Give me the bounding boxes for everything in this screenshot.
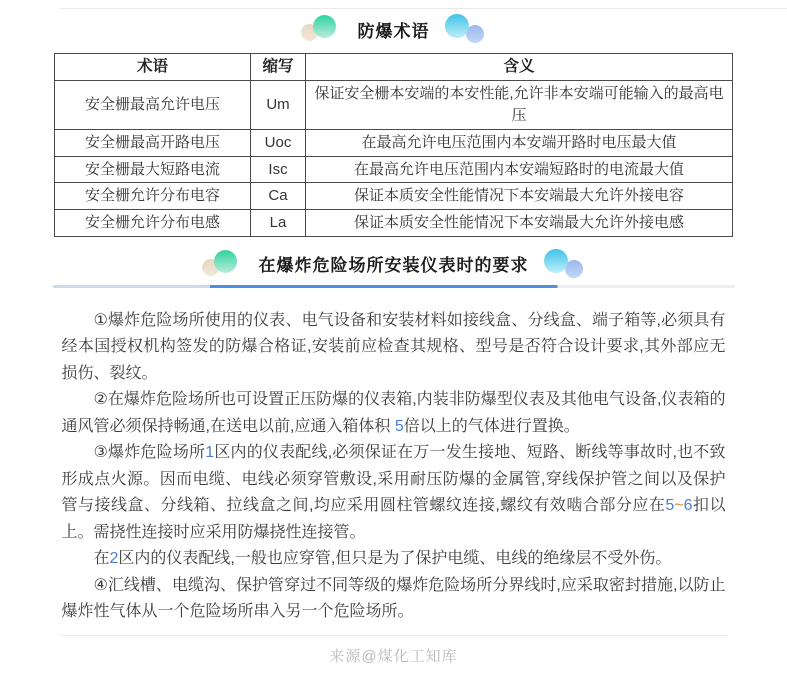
body-paragraph	[62, 440, 726, 546]
table-row	[55, 81, 733, 130]
decor-circles-right	[445, 14, 487, 44]
paragraph-text: ①爆炸危险场所使用的仪表、电气设备和安装材料如接线盒、分线盒、端子箱等,必须具有经本国授权机构签发的防爆合格证,安装前应检查其规格、型号是否符合设计要求,其外部应无损伤、裂纹。	[61, 311, 726, 382]
body-paragraph	[62, 573, 726, 626]
table-row	[55, 129, 733, 156]
highlighted-number: 6	[683, 497, 693, 515]
terms-table	[54, 53, 733, 237]
article-page	[0, 8, 787, 680]
table-cell: La	[251, 210, 306, 237]
table-cell: 保证安全栅本安端的本安性能,允许非本安端可能输入的最高电压	[306, 81, 733, 130]
source-credit: 来源@煤化工知库	[329, 647, 458, 665]
table-cell: 安全栅最高开路电压	[55, 129, 251, 156]
paragraph-text: 在	[93, 550, 110, 568]
table-row	[55, 210, 733, 237]
paragraph-text: 区内的仪表配线,必须保证在万一发生接地、短路、断线等事故时,也不致形成点火源。因而电缆、电线必须穿管敷设,采用耐压防爆的金属管,穿线保护管之间以及保护管与接线盒、分线箱、拉线盒之间,均应采用圆柱管螺纹连接,螺纹有效啮合部分应在	[61, 444, 726, 515]
table-cell: 在最高允许电压范围内本安端开路时电压最大值	[306, 129, 733, 156]
paragraph-text: ②在爆炸危险场所也可设置正压防爆的仪表箱,内装非防爆型仪表及其他电气设备,仪表箱的通风管必须保持畅通,在送电以前,应通入箱体积	[61, 391, 726, 435]
body-paragraph	[62, 546, 726, 573]
decor-circles-right-2	[544, 249, 586, 279]
section1-header	[0, 9, 787, 49]
highlighted-number: ~	[674, 497, 684, 515]
terms-table-body	[55, 81, 733, 237]
table-header-cell: 术语	[55, 54, 251, 81]
table-cell: 安全栅允许分布电感	[55, 210, 251, 237]
table-cell: Ca	[251, 183, 306, 210]
paragraph-text: 扣以上。需挠性连接时应采用防爆挠性连接管。	[61, 497, 726, 541]
table-cell: 安全栅最大短路电流	[55, 156, 251, 183]
paragraph-text: 倍以上的气体进行置换。	[403, 417, 580, 435]
table-row	[55, 156, 733, 183]
table-cell: 在最高允许电压范围内本安端短路时的电流最大值	[306, 156, 733, 183]
article-body	[62, 308, 726, 626]
table-cell: 保证本质安全性能情况下本安端最大允许外接电感	[306, 210, 733, 237]
terms-table-header-row	[55, 54, 733, 81]
table-cell: Uoc	[251, 129, 306, 156]
table-cell: Isc	[251, 156, 306, 183]
section2-header	[0, 250, 787, 278]
green-dot-icon	[214, 250, 237, 273]
body-paragraph	[62, 308, 726, 388]
decor-circles-left	[301, 14, 343, 44]
cyan-dot-icon	[544, 249, 568, 273]
footer-divider	[59, 635, 729, 636]
highlighted-number: 2	[109, 550, 119, 568]
section2-underline	[53, 285, 735, 288]
paragraph-text: ③爆炸危险场所	[93, 444, 206, 462]
highlighted-number: 5	[394, 417, 404, 435]
body-paragraph	[62, 387, 726, 440]
paragraph-text: ④汇线槽、电缆沟、保护管穿过不同等级的爆炸危险场所分界线时,应采取密封措施,以防止爆炸性气体从一个危险场所串入另一个危险场所。	[61, 576, 726, 621]
paragraph-text: 区内的仪表配线,一般也应穿管,但只是为了保护电缆、电线的绝缘层不受外伤。	[118, 550, 672, 568]
highlighted-number: 5	[665, 497, 675, 515]
decor-circles-left-2	[202, 249, 244, 279]
table-header-cell: 缩写	[251, 54, 306, 81]
table-cell: Um	[251, 81, 306, 130]
cyan-dot-icon	[445, 14, 469, 38]
section1-title: 防爆术语	[357, 21, 430, 41]
section2-title: 在爆炸危险场所安装仪表时的要求	[258, 256, 529, 276]
table-cell: 安全栅最高允许电压	[55, 81, 251, 130]
highlighted-number: 1	[205, 444, 215, 462]
table-header-cell: 含义	[306, 54, 733, 81]
green-dot-icon	[313, 15, 336, 38]
table-cell: 保证本质安全性能情况下本安端最大允许外接电容	[306, 183, 733, 210]
table-row	[55, 183, 733, 210]
table-cell: 安全栅允许分布电容	[55, 183, 251, 210]
